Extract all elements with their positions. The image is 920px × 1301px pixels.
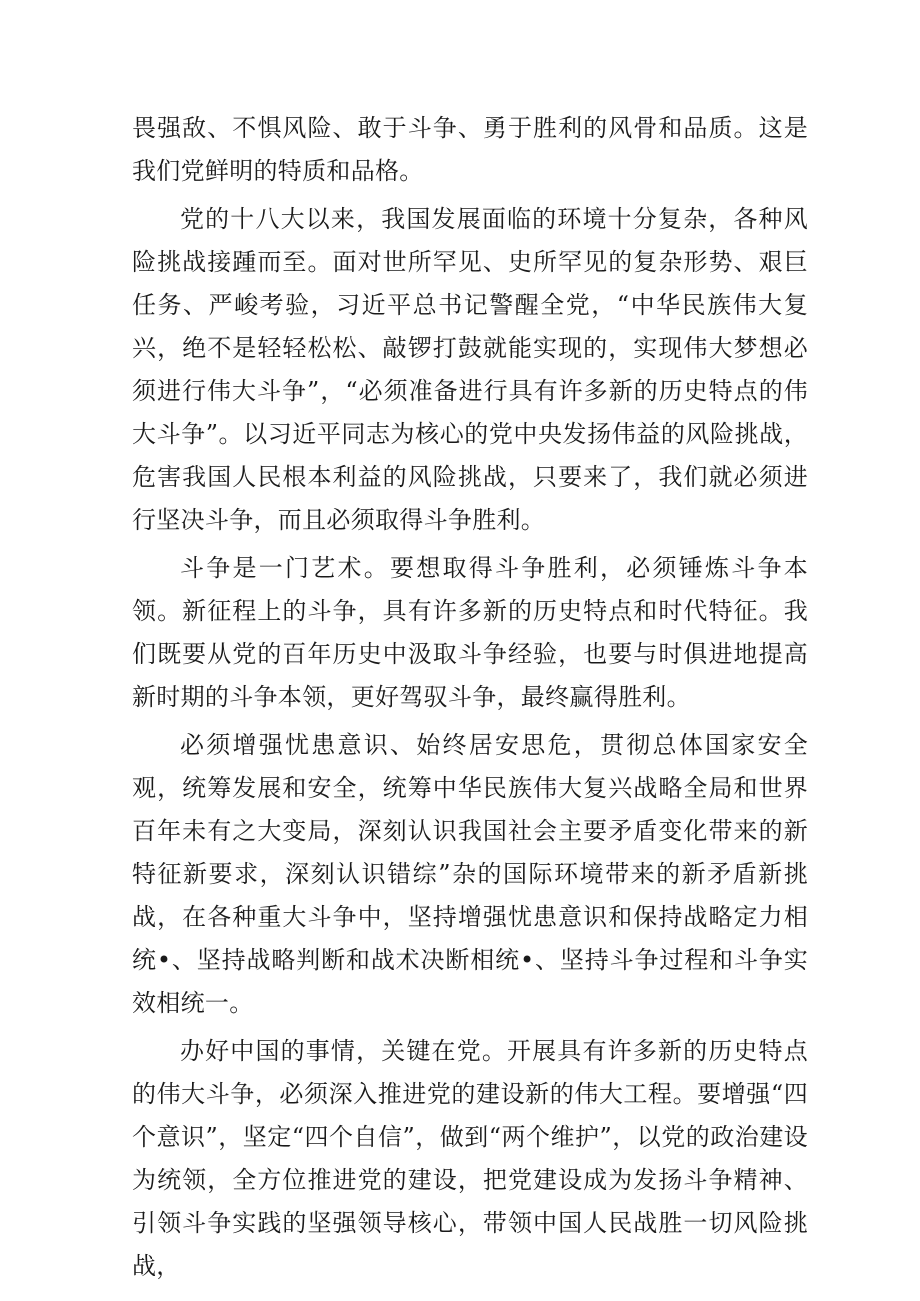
paragraph: 办好中国的事情，关键在党。开展具有许多新的历史特点的伟大斗争，必须深入推进党的建设新的伟大工程。要增强“四个意识”，坚定“四个自信”，做到“两个维护”，以党的政治建设为统领，全方位推进党的建设，把党建设成为发扬斗争精神、引领斗争实践的坚强领导核心，带领中国人民战胜一切风险挑战， bbox=[132, 1037, 808, 1280]
body-text bbox=[132, 107, 808, 1288]
paragraph-continued: 畏强敌、不惧风险、敢于斗争、勇于胜利的风骨和品质。这是我们党鲜明的特质和品格。 bbox=[132, 114, 808, 185]
paragraph: 必须增强忧患意识、始终居安思危，贯彻总体国家安全观，统筹发展和安全，统筹中华民族伟大复兴战略全局和世界百年未有之大变局，深刻认识我国社会主要矛盾变化带来的新特征新要求，深刻认识错综”杂的国际环境带来的新矛盾新挑战，在各种重大斗争中，坚持增强忧患意识和保持战略定力相统•、坚持战略判断和战术决断相统•、坚持斗争过程和斗争实效相统一。 bbox=[132, 731, 808, 1017]
paragraph: 党的十八大以来，我国发展面临的环境十分复杂，各种风险挑战接踵而至。面对世所罕见、史所罕见的复杂形势、艰巨任务、严峻考验，习近平总书记警醒全党，“中华民族伟大复兴，绝不是轻轻松松、敲锣打鼓就能实现的，实现伟大梦想必须进行伟大斗争”，“必须准备进行具有许多新的历史特点的伟大斗争”。以习近平同志为核心的党中央发扬伟益的风险挑战，危害我国人民根本利益的风险挑战，只要来了，我们就必须进行坚决斗争，而且必须取得斗争胜利。 bbox=[132, 205, 808, 534]
paragraph: 斗争是一门艺术。要想取得斗争胜利，必须锤炼斗争本领。新征程上的斗争，具有许多新的历史特点和时代特征。我们既要从党的百年历史中汲取斗争经验，也要与时俱进地提高新时期的斗争本领，更好驾驭斗争，最终赢得胜利。 bbox=[132, 554, 808, 711]
